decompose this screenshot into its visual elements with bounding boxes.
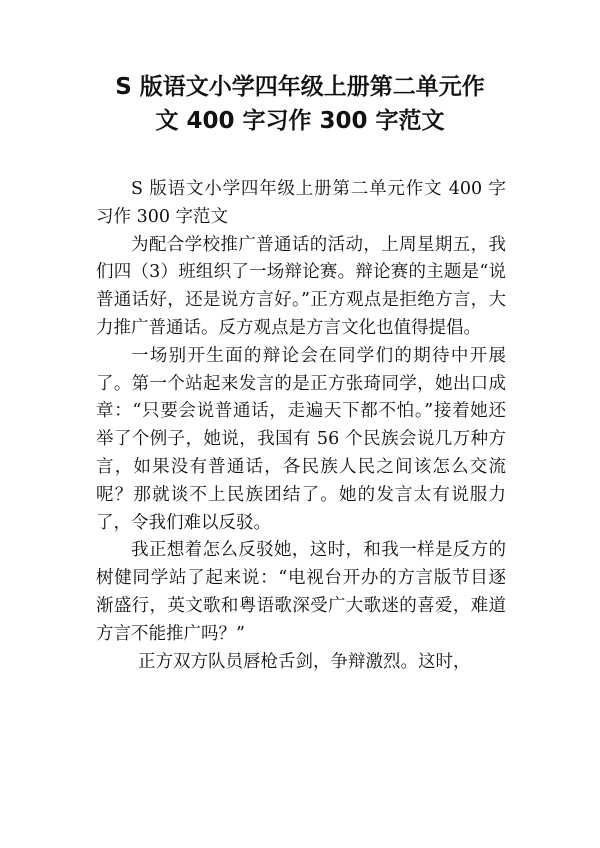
paragraph-1: 为配合学校推广普通话的活动，上周星期五，我们四（3）班组织了一场辩论赛。辩论赛的主题是“说普通话好，还是说方言好。”正方观点是拒绝方言，大力推广普通话。反方观点是方言文化也值得提倡。 bbox=[96, 234, 506, 338]
title-line-2: 文 400 字习作 300 字范文 bbox=[155, 108, 445, 134]
document-title bbox=[60, 70, 540, 138]
document-body bbox=[96, 176, 506, 676]
paragraph-2: 一场别开生面的辩论会在同学们的期待中开展了。第一个站起来发言的是正方张琦同学，她出口成章：“只要会说普通话，走遍天下都不怕。”接着她还举了个例子，她说，我国有 56 个民族会说几万种方言，如果没有普通话，各民族人民之间该怎么交流呢？那就谈不上民族团结了。她的发言太有说服力了，令我们难以反驳。 bbox=[96, 345, 506, 533]
paragraph-3: 我正想着怎么反驳她，这时，和我一样是反方的树健同学站了起来说：“电视台开办的方言版节目逐渐盛行，英文歌和粤语歌深受广大歌迷的喜爱，难道方言不能推广吗？” bbox=[96, 540, 506, 644]
title-line-1: S 版语文小学四年级上册第二单元作 bbox=[115, 74, 485, 100]
paragraph-4: 正方双方队员唇枪舌剑，争辩激烈。这时， bbox=[138, 651, 471, 672]
paragraph-intro: S 版语文小学四年级上册第二单元作文 400 字习作 300 字范文 bbox=[96, 179, 506, 227]
